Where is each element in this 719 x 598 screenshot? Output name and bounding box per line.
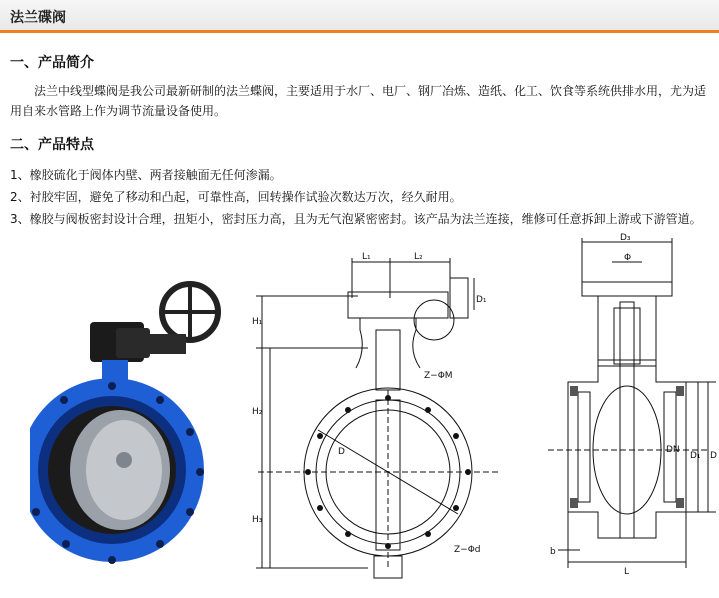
intro-paragraph-line1: 法兰中线型蝶阀是我公司最新研制的法兰蝶阀，主要适用于水厂、电厂、钢厂冶炼、造纸、化工、饮食等系统供排水用，尤为适	[34, 84, 707, 98]
label-DN: DN	[666, 445, 680, 455]
label-b: b	[550, 547, 556, 557]
feature-item-2: 2、衬胶牢固，避免了移动和凸起，可靠性高，回转操作试验次数达万次，经久耐用。	[10, 190, 462, 204]
feature-item-1: 1、橡胶硫化于阀体内壁、两者接触面无任何渗漏。	[10, 168, 282, 182]
intro-paragraph-line2: 用自来水管路上作为调节流量设备使用。	[10, 104, 227, 118]
section-heading-intro: 一、产品简介	[10, 55, 94, 71]
page-title-bar	[0, 0, 719, 33]
label-phi: Φ	[624, 253, 632, 263]
valve-photo	[30, 272, 242, 584]
page-title: 法兰碟阀	[10, 10, 66, 26]
label-D: D	[338, 447, 345, 457]
label-D1-side: D₁	[690, 451, 701, 461]
label-L: L	[624, 567, 630, 577]
label-H3: H₃	[252, 515, 263, 525]
label-H1: H₁	[252, 317, 263, 327]
label-Z-phi-M: Z−ΦM	[424, 371, 453, 381]
label-H2: H₂	[252, 407, 263, 417]
valve-side-drawing	[538, 232, 718, 578]
label-L2: L₂	[414, 252, 423, 262]
label-D-side: D	[710, 451, 717, 461]
section-heading-features: 二、产品特点	[10, 137, 94, 153]
label-L1: L₁	[362, 252, 371, 262]
feature-item-3: 3、橡胶与阀板密封设计合理，扭矩小，密封压力高，且为无气泡紧密密封。该产品为法兰连接，维修可任意拆卸上游或下游管道。	[10, 212, 702, 226]
label-D3: D₃	[620, 233, 631, 243]
label-Z-phi-d: Z−Φd	[454, 545, 481, 555]
valve-front-drawing	[248, 250, 508, 590]
label-D1-top: D₁	[476, 295, 487, 305]
